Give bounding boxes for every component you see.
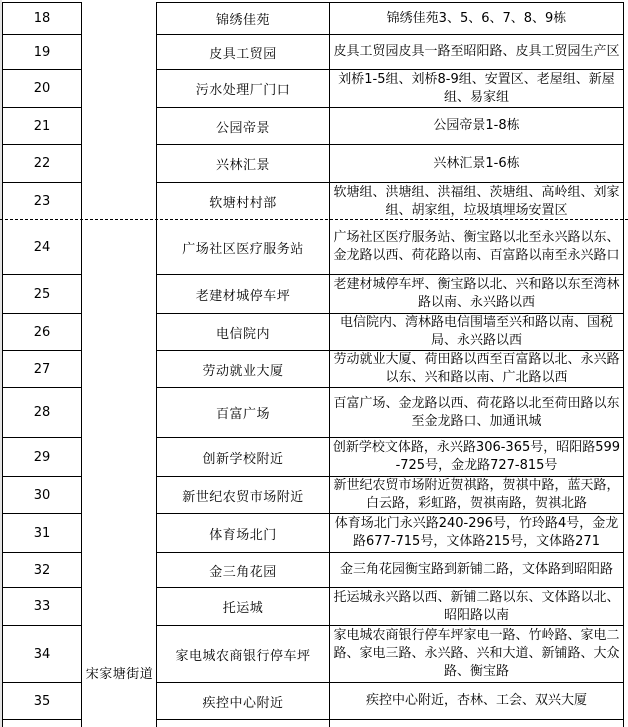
- coverage-area-cell: 家电城农商银行停车坪家电一路、竹岭路、家电二路、家电三路、永兴路、兴和大道、新铺路、大众路、衡宝路: [330, 626, 624, 683]
- row-number-cell: 21: [2, 108, 82, 145]
- coverage-area-cell: 电信院内、湾林路电信围墙至兴和路以南、国税局、永兴路以西: [330, 314, 624, 351]
- coverage-area-cell: 金三角花园衡宝路到新铺二路，文体路到昭阳路: [330, 553, 624, 588]
- coverage-area-cell: 老建材城停车坪、衡宝路以北、兴和路以东至湾林路以南、永兴路以西: [330, 275, 624, 314]
- table-row: [2, 351, 624, 388]
- street-column-cell: [82, 514, 157, 553]
- coverage-area-cell: [330, 720, 624, 727]
- table-row: [2, 145, 624, 183]
- row-number-cell: 18: [2, 2, 82, 35]
- table-row: [2, 588, 624, 626]
- coverage-area-cell: 兴林汇景1-6栋: [330, 145, 624, 183]
- site-name-cell: 软塘村村部: [157, 183, 330, 220]
- table-row: [2, 514, 624, 553]
- street-column-cell: [82, 70, 157, 108]
- row-number-cell: 20: [2, 70, 82, 108]
- row-number-cell: 28: [2, 388, 82, 438]
- table-row-partial: [2, 720, 624, 727]
- site-name-cell: 劳动就业大厦: [157, 351, 330, 388]
- street-column-cell: [82, 314, 157, 351]
- table-row: [2, 553, 624, 588]
- table-row: [2, 388, 624, 438]
- table-row: [2, 314, 624, 351]
- site-name-cell: 皮具工贸园: [157, 35, 330, 70]
- row-number-cell: 25: [2, 275, 82, 314]
- street-column-cell: [82, 183, 157, 220]
- row-number-cell: 30: [2, 477, 82, 514]
- table-row: [2, 477, 624, 514]
- row-number-cell: 31: [2, 514, 82, 553]
- site-name-cell: 污水处理厂门口: [157, 70, 330, 108]
- site-name-cell: 金三角花园: [157, 553, 330, 588]
- table-row: [2, 220, 624, 275]
- table-row: [2, 108, 624, 145]
- street-column-cell: [82, 438, 157, 477]
- row-number-cell: 35: [2, 683, 82, 720]
- street-column-cell: [82, 553, 157, 588]
- coverage-area-cell: 劳动就业大厦、荷田路以西至百富路以北、永兴路以东、兴和路以南、广北路以西: [330, 351, 624, 388]
- coverage-area-cell: 创新学校文体路，永兴路306-365号，昭阳路599-725号，金龙路727-815号: [330, 438, 624, 477]
- row-number-cell: 29: [2, 438, 82, 477]
- coverage-area-cell: 新世纪农贸市场附近贺祺路，贺祺中路，蓝天路，白云路，彩虹路，贺祺南路，贺祺北路: [330, 477, 624, 514]
- street-column-cell: [82, 388, 157, 438]
- coverage-area-cell: 百富广场、金龙路以西、荷花路以北至荷田路以东至金龙路口、加通讯城: [330, 388, 624, 438]
- row-number-cell: 19: [2, 35, 82, 70]
- coverage-area-cell: 托运城永兴路以西、新铺二路以东、文体路以北、昭阳路以南: [330, 588, 624, 626]
- page-break-dashed-line: [0, 219, 628, 220]
- site-name-cell: 托运城: [157, 588, 330, 626]
- street-name-label: 宋家塘街道: [85, 667, 154, 682]
- row-number-cell: 27: [2, 351, 82, 388]
- row-number-cell: 26: [2, 314, 82, 351]
- street-column-cell: [82, 720, 157, 727]
- street-column-cell: [82, 35, 157, 70]
- street-column-cell: [82, 683, 157, 720]
- coverage-area-cell: 锦绣佳苑3、5、6、7、8、9栋: [330, 2, 624, 35]
- row-number-cell: 24: [2, 220, 82, 275]
- table-row: [2, 683, 624, 720]
- site-name-cell: 老建材城停车坪: [157, 275, 330, 314]
- coverage-table: [2, 2, 624, 727]
- row-number-cell: 23: [2, 183, 82, 220]
- table-row: [2, 70, 624, 108]
- site-name-cell: 锦绣佳苑: [157, 2, 330, 35]
- street-column-cell: [82, 2, 157, 35]
- street-column-cell: [82, 275, 157, 314]
- site-name-cell: 体育场北门: [157, 514, 330, 553]
- site-name-cell: 广场社区医疗服务站: [157, 220, 330, 275]
- coverage-area-cell: 广场社区医疗服务站、衡宝路以北至永兴路以东、金龙路以西、荷花路以南、百富路以南至永兴路口: [330, 220, 624, 275]
- coverage-area-cell: 软塘组、洪塘组、洪福组、茨塘组、高岭组、刘家组、胡家组，垃圾填埋场安置区: [330, 183, 624, 220]
- row-number-cell: 32: [2, 553, 82, 588]
- row-number-cell: [2, 720, 82, 727]
- site-name-cell: 家电城农商银行停车坪: [157, 626, 330, 683]
- coverage-area-cell: 公园帝景1-8栋: [330, 108, 624, 145]
- site-name-cell: 电信院内: [157, 314, 330, 351]
- coverage-area-cell: 体育场北门永兴路240-296号，竹玲路4号，金龙路677-715号，文体路215号，文体路271: [330, 514, 624, 553]
- street-column-cell: [82, 588, 157, 626]
- site-name-cell: 百富广场: [157, 388, 330, 438]
- coverage-area-cell: 疾控中心附近，杏林、工会、双兴大厦: [330, 683, 624, 720]
- table-row: [2, 2, 624, 35]
- site-name-cell: [157, 720, 330, 727]
- row-number-cell: 34: [2, 626, 82, 683]
- street-column-cell: [82, 108, 157, 145]
- coverage-area-cell: 皮具工贸园皮具一路至昭阳路、皮具工贸园生产区: [330, 35, 624, 70]
- table-row: [2, 438, 624, 477]
- table-row: [2, 275, 624, 314]
- site-name-cell: 创新学校附近: [157, 438, 330, 477]
- table-row: [2, 183, 624, 220]
- street-column-cell: [82, 351, 157, 388]
- site-name-cell: 兴林汇景: [157, 145, 330, 183]
- row-number-cell: 22: [2, 145, 82, 183]
- street-column-cell: [82, 477, 157, 514]
- street-column-cell: [82, 220, 157, 275]
- row-number-cell: 33: [2, 588, 82, 626]
- site-name-cell: 新世纪农贸市场附近: [157, 477, 330, 514]
- coverage-area-cell: 刘桥1-5组、刘桥8-9组、安置区、老屋组、新屋组、易家组: [330, 70, 624, 108]
- street-column-cell: [82, 145, 157, 183]
- site-name-cell: 公园帝景: [157, 108, 330, 145]
- table-row: [2, 35, 624, 70]
- site-name-cell: 疾控中心附近: [157, 683, 330, 720]
